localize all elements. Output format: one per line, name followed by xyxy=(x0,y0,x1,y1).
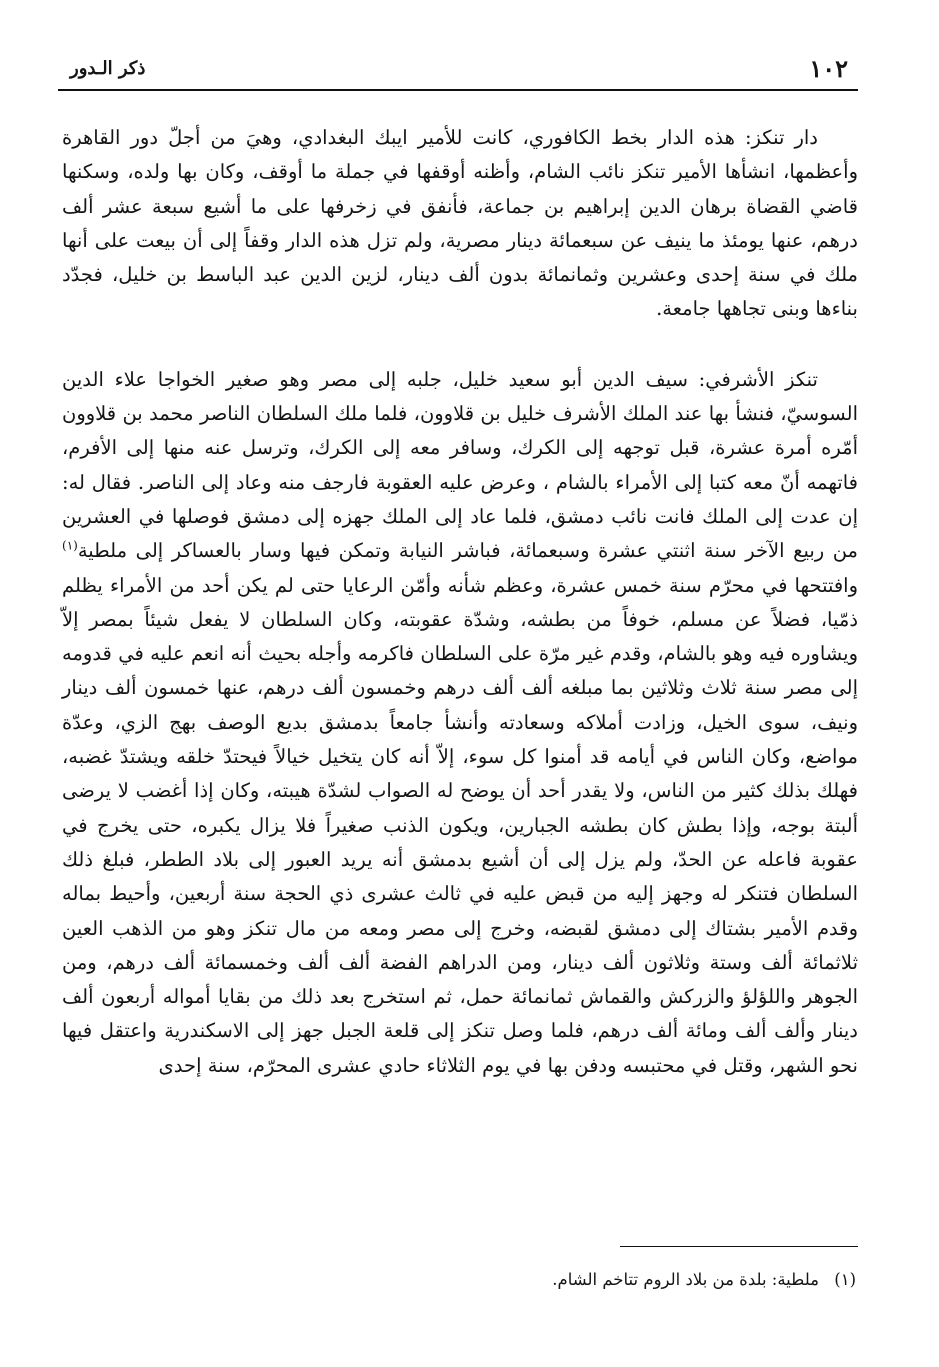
paragraph-part: وافتتحها في محرّم سنة خمس عشرة، وعظم شأنه وأمّن الرعايا حتى لم يكن أحد من الأمراء يظلم ذمّيا، فضلاً عن مسلم، خوفاً من بطشه، وشدّة عقوبته، وكان السلطان لا يفعل شيئاً بمصر إلاّ ويشاوره فيه وهو بالشام، وقدم غير مرّة على السلطان فاكرمه وأجله بحيث أنه انعم عليه في قدومه إلى مصر سنة ثلاث وثلاثين بما مبلغه ألف ألف درهم وخمسون ألف درهم، عنها خمسون ألف دينار ونيف، سوى الخيل، وزادت أملاكه وسعادته وأنشأ جامعاً بدمشق بديع الوصف بهج الزي، وعدّة مواضع، وكان الناس في أيامه قد أمنوا كل سوء، إلاّ أنه كان يتخيل خيالاً فيحتدّ خلقه ويشتدّ غضبه، فهلك بذلك كثير من الناس، ولا يقدر أحد أن يوضح له الصواب لشدّة هيبته، وكان إذا أغضب لا يرضى ألبتة بوجه، وإذا بطش كان بطشه الجبارين، ويكون الذنب صغيراً فلا يزال يكبره، حتى يخرج في عقوبة فاعله عن الحدّ، ولم يزل إلى أن أشيع بدمشق أنه يريد العبور إلى بلاد الططر، فبلغ ذلك السلطان فتنكر له وجهز إليه من قبض عليه في ثالث عشرى ذي الحجة سنة أربعين، وأحيط بماله وقدم الأمير بشتاك إلى دمشق لقبضه، وخرج إلى مصر ومعه من مال تنكز وهو من الذهب العين ثلاثمائة ألف وستة وثلاثون ألف دينار، ومن الدراهم الفضة ألف ألف وخمسمائة ألف درهم، ومن الجوهر واللؤلؤ والزركش والقماش ثمانمائة حمل، ثم استخرج بعد ذلك من بقايا أمواله أربعون ألف دينار وألف ألف ومائة ألف درهم، فلما وصل تنكز إلى قلعة الجبل جهز إلى الاسكندرية واعتقل فيها نحو الشهر، وقتل في محتبسه ودفن بها في يوم الثلاثاء حادي عشرى المحرّم، سنة إحدى xyxy=(62,573,858,1077)
footnote-text: ملطية: بلدة من بلاد الروم تتاخم الشام. xyxy=(552,1270,819,1289)
header-rule xyxy=(58,89,858,91)
page-number: ١٠٢ xyxy=(809,54,848,83)
footnote-number: (١) xyxy=(834,1270,856,1289)
section-title: ذكر الـدور xyxy=(70,58,146,79)
paragraph-dar-tankiz: دار تنكز: هذه الدار بخط الكافوري، كانت للأمير ايبك البغدادي، وهيَ من أجلّ دور القاهرة وأعظمها، انشأها الأمير تنكز نائب الشام، وأظنه أوقفها في جملة ما أوقف، وكان بها ولده، وسكنها قاضي القضاة برهان الدين إبراهيم بن جماعة، فأنفق في زخرفها على ما أشيع سبعة عشر ألف درهم، عنها يومئذ ما ينيف عن سبعمائة دينار مصرية، ولم تزل هذه الدار وقفاً إلى أن بيعت على أنها ملك في سنة إحدى وعشرين وثمانمائة بدون ألف دينار، لزين الدين عبد الباسط بن خليل، فجدّد بناءها وبنى تجاهها جامعة. xyxy=(62,126,858,321)
paragraph-part: تنكز الأشرفي: سيف الدين أبو سعيد خليل، جلبه إلى مصر وهو صغير الخواجا علاء الدين السوسيّ، فنشأ بها عند الملك الأشرف خليل بن قلاوون، فلما ملك السلطان الناصر محمد بن قلاوون أمّره أمرة عشرة، قبل توجهه إلى الكرك، وسافر معه إلى الكرك، وترسل عنه منها إلى الأفرم، فاتهمه أنّ معه كتبا إلى الأمراء بالشام ، وعرض عليه العقوبة فارجف منه وعاد إلى الناصر. فقال له: إن عدت إلى الملك فانت نائب دمشق، فلما عاد إلى الملك جهزه إلى دمشق فوصلها في العشرين من ربيع الآخر سنة اثنتي عشرة وسبعمائة، فباشر النيابة وتمكن فيها وسار بالعساكر إلى ملطية xyxy=(62,367,858,563)
footnote xyxy=(62,1267,856,1293)
footnote-rule xyxy=(620,1246,858,1247)
main-text xyxy=(62,121,858,1083)
running-head xyxy=(62,52,858,86)
paragraph-tankiz-ashrafi xyxy=(62,363,858,1083)
footnote-marker: (١) xyxy=(62,538,78,553)
